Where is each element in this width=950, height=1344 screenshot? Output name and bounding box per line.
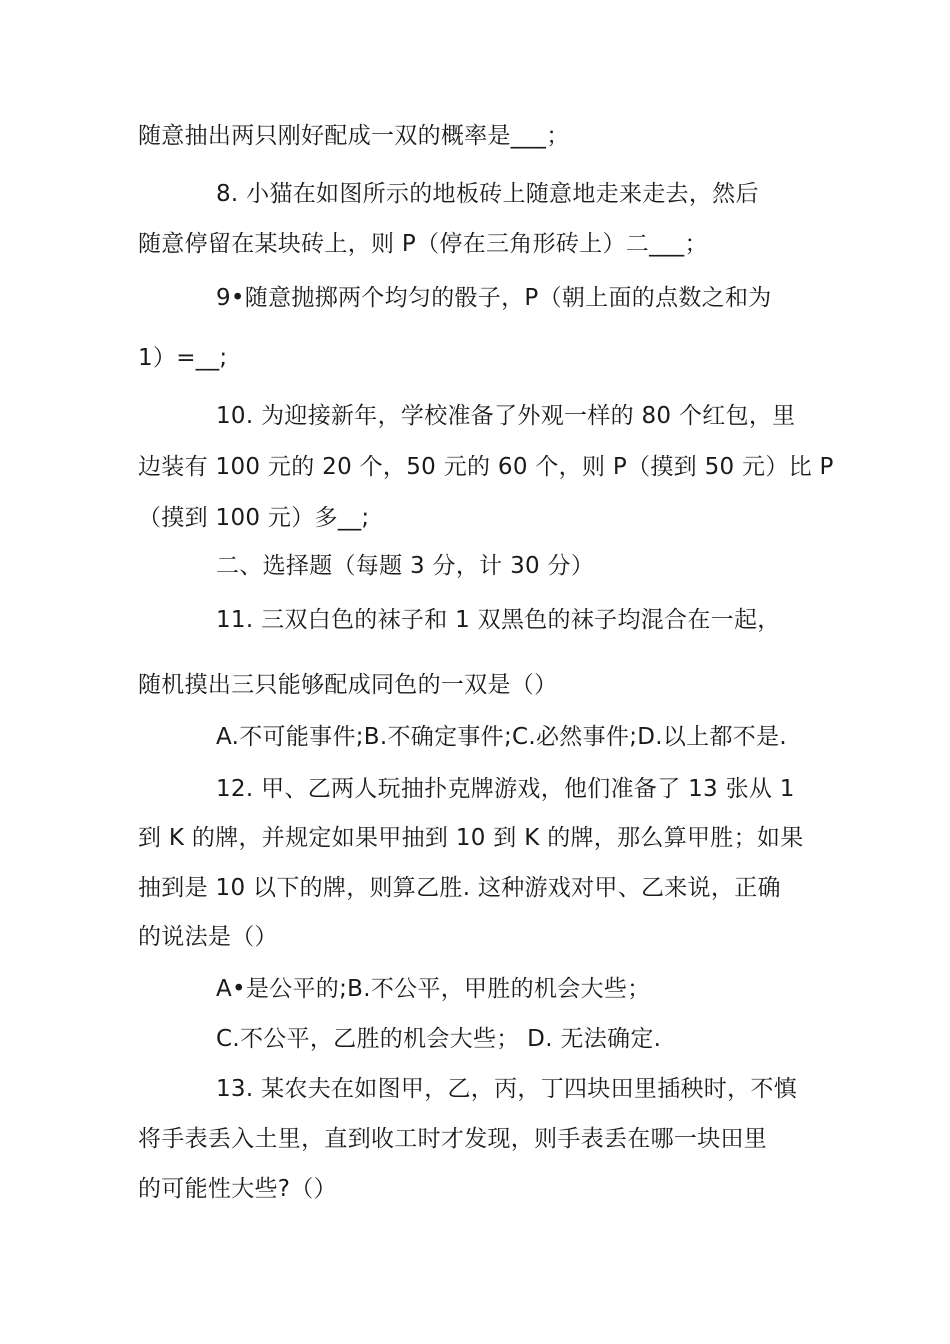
options-12a: A•是公平的;B.不公平，甲胜的机会大些； — [216, 976, 651, 1002]
options-12b: C.不公平，乙胜的机会大些； D. 无法确定. — [216, 1026, 662, 1052]
question-11: 11. 三双白色的袜子和 1 双黑色的袜子均混合在一起， — [216, 607, 781, 633]
text-line: 的可能性大些?（） — [138, 1176, 337, 1202]
question-9: 9•随意抛掷两个均匀的骰子，P（朝上面的点数之和为 — [216, 285, 772, 311]
question-12: 12. 甲、乙两人玩抽扑克牌游戏，他们准备了 13 张从 1 — [216, 776, 795, 802]
question-8: 8. 小猫在如图所示的地板砖上随意地走来走去，然后 — [216, 181, 759, 207]
text-line: 随意抽出两只刚好配成一双的概率是___； — [138, 123, 570, 149]
question-10: 10. 为迎接新年，学校准备了外观一样的 80 个红包，里 — [216, 403, 796, 429]
text-line: 边装有 100 元的 20 个，50 元的 60 个，则 P（摸到 50 元）比 P — [138, 454, 834, 480]
text-line: 1）=__; — [138, 345, 228, 371]
text-line: 的说法是（） — [138, 924, 278, 950]
text-line: 到 K 的牌，并规定如果甲抽到 10 到 K 的牌，那么算甲胜；如果 — [138, 825, 804, 851]
text-line: 将手表丢入土里，直到收工时才发现，则手表丢在哪一块田里 — [138, 1126, 768, 1152]
question-13: 13. 某农夫在如图甲，乙，丙，丁四块田里插秧时，不慎 — [216, 1076, 797, 1102]
options-11: A.不可能事件;B.不确定事件;C.必然事件;D.以上都不是. — [216, 724, 787, 750]
text-line: 随机摸出三只能够配成同色的一双是（） — [138, 672, 558, 698]
text-line: 随意停留在某块砖上，则 P（停在三角形砖上）二___； — [138, 231, 708, 257]
section-heading: 二、选择题（每题 3 分，计 30 分） — [216, 553, 595, 579]
text-line: 抽到是 10 以下的牌，则算乙胜. 这种游戏对甲、乙来说，正确 — [138, 875, 781, 901]
text-line: （摸到 100 元）多__; — [138, 505, 370, 531]
